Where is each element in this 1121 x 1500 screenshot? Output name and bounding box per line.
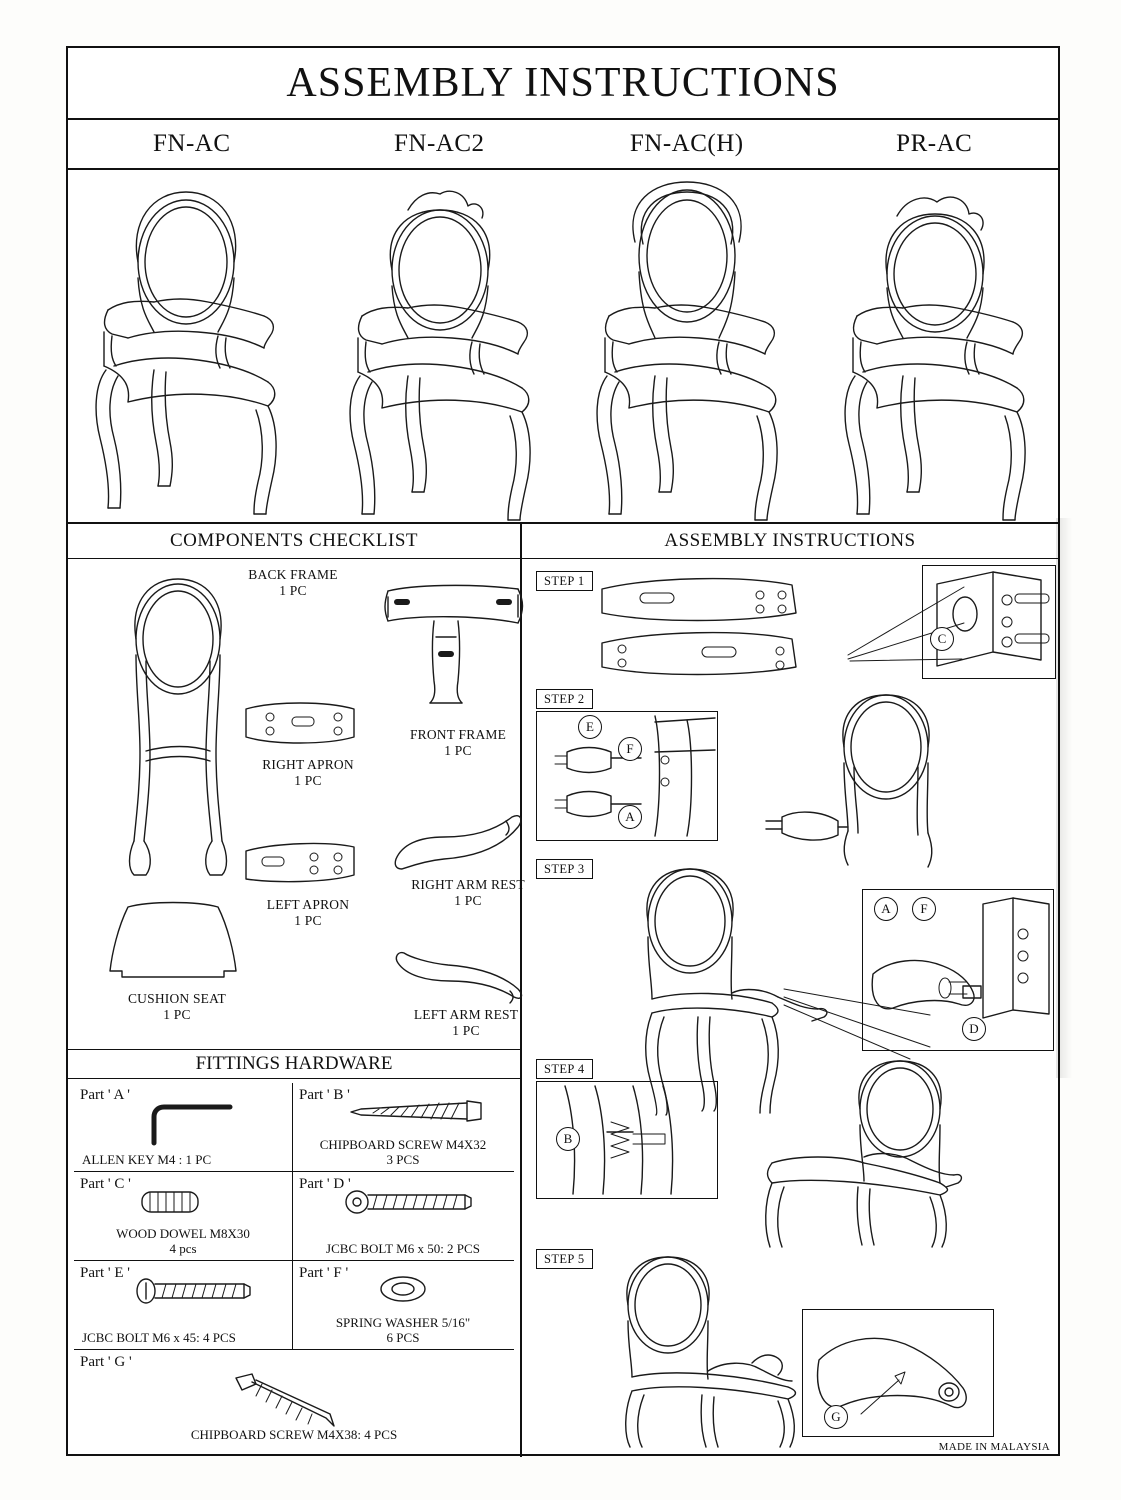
callout-f-step2: F <box>618 737 642 761</box>
fitting-desc-a: ALLEN KEY M4 : 1 PC <box>82 1152 212 1168</box>
callout-b-step4: B <box>556 1127 580 1151</box>
component-qty-cushion-seat: 1 PC <box>163 1006 191 1022</box>
fitting-part-f <box>292 1261 513 1349</box>
callout-d-step3: D <box>962 1017 986 1041</box>
fitting-label-c: Part ' C ' <box>80 1176 131 1192</box>
component-qty-left-apron: 1 PC <box>294 912 322 928</box>
callout-f-step3: F <box>912 897 936 921</box>
components-checklist <box>68 559 525 1050</box>
component-label-left-arm-rest: LEFT ARM REST <box>413 1007 519 1022</box>
chair-illustration-pr-ac <box>811 170 1059 522</box>
component-label-left-apron: LEFT APRON <box>266 897 350 912</box>
step-tag-2: STEP 2 <box>536 689 593 709</box>
model-code-3: FN-AC(H) <box>629 130 744 157</box>
fitting-desc-f <box>293 1316 513 1346</box>
chair-illustration-fn-ac <box>68 170 316 522</box>
component-qty-left-arm-rest: 1 PC <box>452 1022 480 1038</box>
fittings-row-cd <box>74 1172 514 1261</box>
callout-c-step1: C <box>930 627 954 651</box>
model-code-2: FN-AC2 <box>393 130 485 157</box>
fitting-part-e <box>74 1261 292 1349</box>
fittings-row-ef <box>74 1261 514 1350</box>
instruction-sheet <box>66 46 1060 1456</box>
step-tag-1: STEP 1 <box>536 571 593 591</box>
fittings-row-g <box>74 1350 514 1446</box>
fitting-desc-f-text: SPRING WASHER 5/16" <box>335 1315 471 1331</box>
callout-g-step5: G <box>824 1405 848 1429</box>
step-tag-4: STEP 4 <box>536 1059 593 1079</box>
fitting-label-d: Part ' D ' <box>299 1176 351 1192</box>
fitting-qty-f: 6 PCS <box>386 1330 420 1346</box>
fitting-desc-d: JCBC BOLT M6 x 50: 2 PCS <box>326 1241 480 1257</box>
components-checklist-header: COMPONENTS CHECKLIST <box>68 524 522 558</box>
chair-illustration-fn-ac2 <box>316 170 564 522</box>
fitting-qty-b: 3 PCS <box>386 1152 420 1168</box>
made-in-label: MADE IN MALAYSIA <box>938 1441 1050 1453</box>
fittings-hardware-header: FITTINGS HARDWARE <box>68 1050 520 1079</box>
component-qty-back-frame: 1 PC <box>279 582 307 598</box>
component-qty-right-arm-rest: 1 PC <box>454 892 482 908</box>
fittings-row-ab <box>74 1083 514 1172</box>
chair-illustration-gallery <box>68 170 1058 524</box>
page-title: ASSEMBLY INSTRUCTIONS <box>286 60 840 106</box>
fitting-label-g: Part ' G ' <box>80 1354 132 1370</box>
fitting-label-b: Part ' B ' <box>299 1087 350 1103</box>
fitting-desc-b <box>293 1138 513 1168</box>
step-tag-3: STEP 3 <box>536 859 593 879</box>
fitting-desc-c-text: WOOD DOWEL M8X30 <box>116 1226 250 1242</box>
callout-a-step2: A <box>618 805 642 829</box>
document-title-bar <box>68 48 1058 120</box>
sheet-body <box>68 559 1058 1457</box>
left-column <box>68 559 525 1457</box>
fitting-label-e: Part ' E ' <box>80 1265 130 1281</box>
fitting-desc-c <box>74 1227 292 1257</box>
fitting-part-d <box>292 1172 513 1260</box>
component-label-back-frame: BACK FRAME <box>248 567 338 582</box>
chair-illustration-fn-ac-h <box>563 170 811 522</box>
component-label-front-frame: FRONT FRAME <box>409 727 507 742</box>
model-code-row <box>68 120 1058 170</box>
fitting-label-f: Part ' F ' <box>299 1265 349 1281</box>
section-header-row <box>68 524 1058 559</box>
assembly-instructions-header: ASSEMBLY INSTRUCTIONS <box>664 530 916 551</box>
component-qty-right-apron: 1 PC <box>294 772 322 788</box>
component-qty-front-frame: 1 PC <box>444 742 472 758</box>
assembly-steps-column <box>522 559 1058 1457</box>
component-label-right-apron: RIGHT APRON <box>262 757 354 772</box>
scan-smudge <box>1056 518 1072 1078</box>
step-1-detail-box <box>922 565 1056 679</box>
callout-a-step3: A <box>874 897 898 921</box>
fitting-part-a <box>74 1083 292 1171</box>
fitting-desc-g: CHIPBOARD SCREW M4X38: 4 PCS <box>190 1427 398 1443</box>
fitting-part-g <box>74 1350 514 1446</box>
model-code-1: FN-AC <box>152 130 231 157</box>
component-label-right-arm-rest: RIGHT ARM REST <box>411 877 525 892</box>
model-code-4: PR-AC <box>896 130 973 157</box>
callout-e-step2: E <box>578 715 602 739</box>
fitting-qty-c: 4 pcs <box>169 1241 197 1257</box>
fitting-part-b <box>292 1083 513 1171</box>
fitting-desc-e: JCBC BOLT M6 x 45: 4 PCS <box>82 1330 236 1346</box>
fittings-hardware-table <box>68 1079 520 1457</box>
step-tag-5: STEP 5 <box>536 1249 593 1269</box>
fitting-part-c <box>74 1172 292 1260</box>
component-label-cushion-seat: CUSHION SEAT <box>127 991 227 1006</box>
fitting-desc-b-text: CHIPBOARD SCREW M4X32 <box>319 1137 487 1153</box>
fitting-label-a: Part ' A ' <box>80 1087 130 1103</box>
